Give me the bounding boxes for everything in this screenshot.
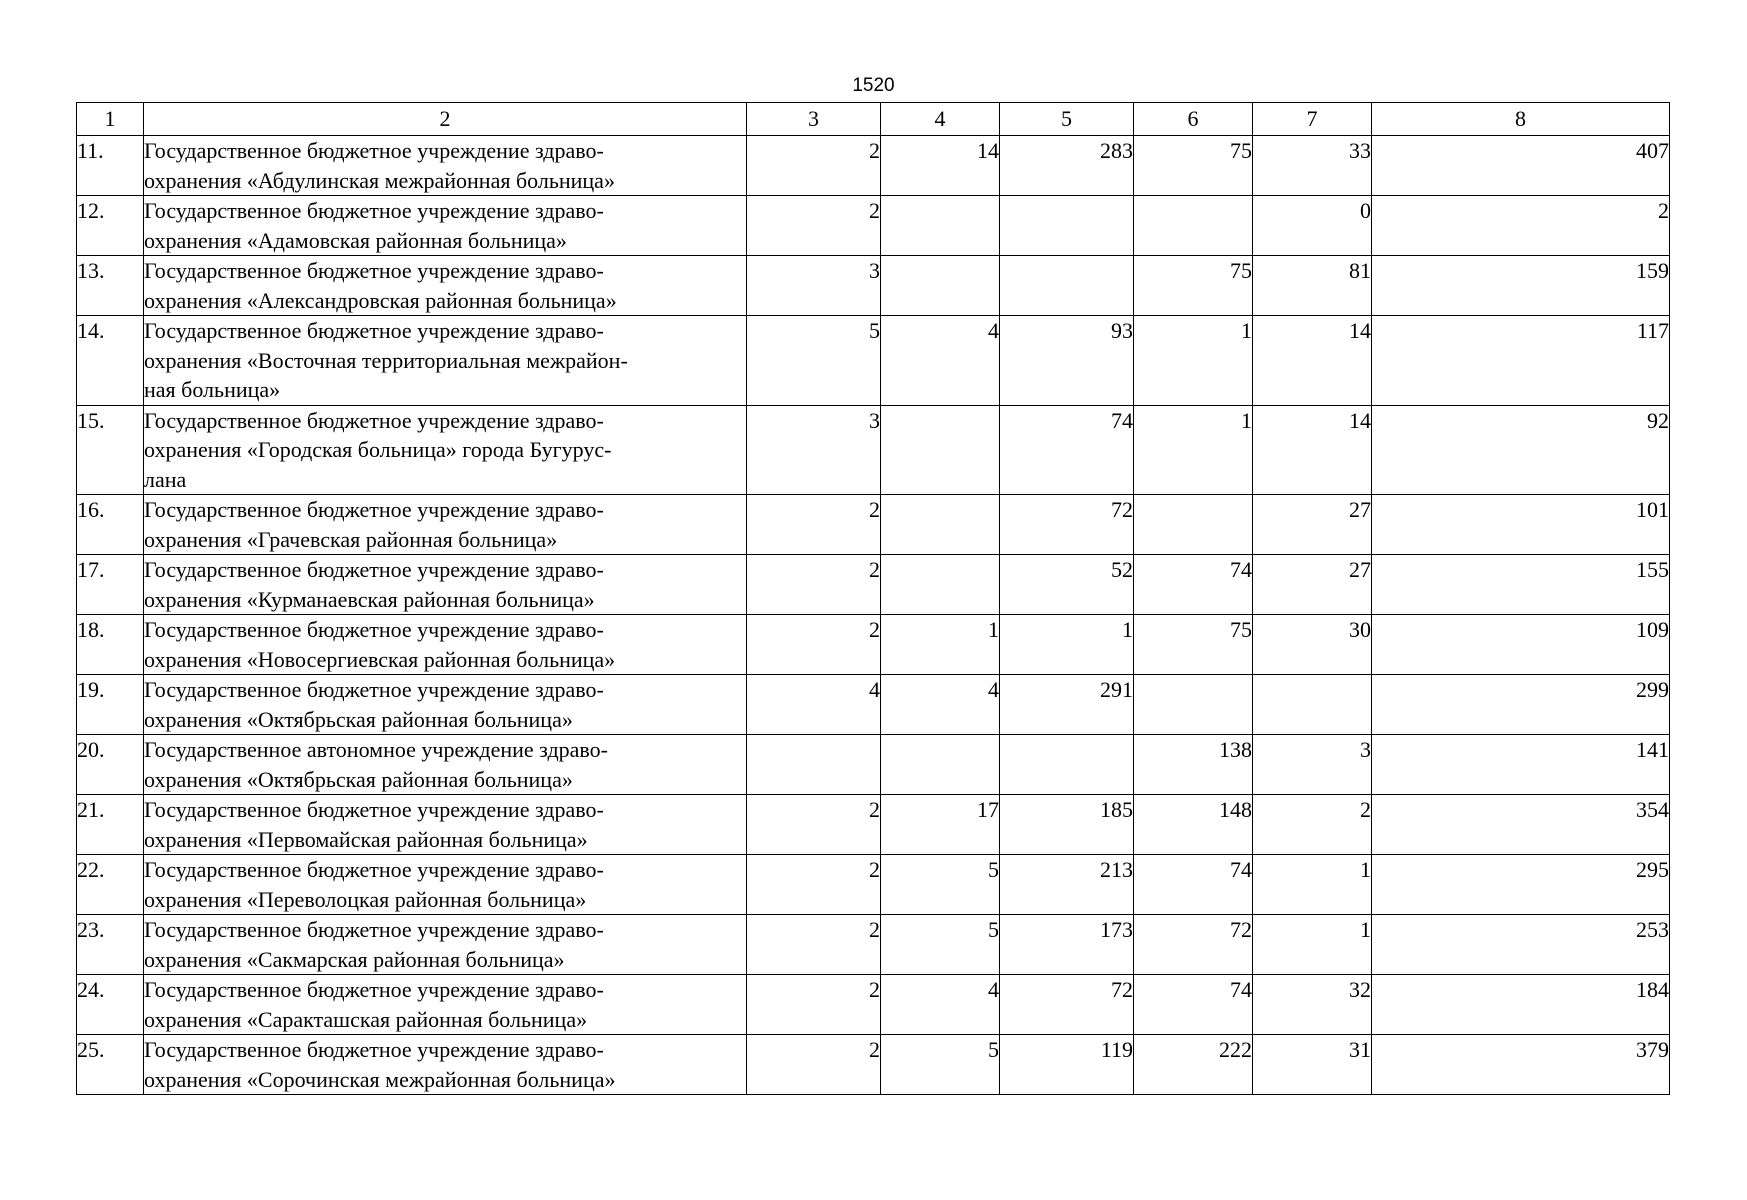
value-cell-col-8: 253 bbox=[1372, 915, 1670, 975]
value-cell-col-3 bbox=[747, 735, 881, 795]
value-cell-col-6: 74 bbox=[1134, 855, 1253, 915]
table-row bbox=[77, 855, 1670, 915]
institution-name-line: охранения «Александровская районная больница» bbox=[144, 287, 617, 313]
row-number-cell: 17. bbox=[77, 555, 144, 615]
institution-name-line: Государственное автономное учреждение здраво- bbox=[144, 737, 608, 762]
institution-name-line: охранения «Курманаевская районная больница» bbox=[144, 586, 595, 612]
value-cell-col-8: 354 bbox=[1372, 795, 1670, 855]
value-cell-col-4: 1 bbox=[881, 615, 1000, 675]
value-cell-col-6 bbox=[1134, 196, 1253, 256]
table-row bbox=[77, 915, 1670, 975]
value-cell-col-4: 14 bbox=[881, 136, 1000, 196]
table-row bbox=[77, 615, 1670, 675]
table-row bbox=[77, 136, 1670, 196]
institution-name-line: охранения «Адамовская районная больница» bbox=[144, 227, 567, 253]
value-cell-col-5: 1 bbox=[1000, 615, 1134, 675]
value-cell-col-3: 3 bbox=[747, 405, 881, 495]
row-number-cell: 16. bbox=[77, 495, 144, 555]
value-cell-col-3: 5 bbox=[747, 316, 881, 406]
value-cell-col-4 bbox=[881, 735, 1000, 795]
table-row bbox=[77, 495, 1670, 555]
institution-name-line: охранения «Абдулинская межрайонная больница» bbox=[144, 167, 615, 193]
row-number-cell: 12. bbox=[77, 196, 144, 256]
institution-name-cell bbox=[144, 1035, 747, 1095]
institution-name-cell bbox=[144, 405, 747, 495]
value-cell-col-3: 2 bbox=[747, 855, 881, 915]
value-cell-col-8: 2 bbox=[1372, 196, 1670, 256]
institution-name-line: Государственное бюджетное учреждение здраво- bbox=[144, 677, 604, 702]
table-row bbox=[77, 675, 1670, 735]
institution-name-cell bbox=[144, 256, 747, 316]
institution-name-line: охранения «Сакмарская районная больница» bbox=[144, 946, 565, 972]
value-cell-col-5: 52 bbox=[1000, 555, 1134, 615]
value-cell-col-3: 2 bbox=[747, 196, 881, 256]
institution-name-line: Государственное бюджетное учреждение здраво- bbox=[144, 407, 604, 433]
value-cell-col-3: 2 bbox=[747, 555, 881, 615]
value-cell-col-7 bbox=[1253, 675, 1372, 735]
value-cell-col-7: 14 bbox=[1253, 316, 1372, 406]
row-number-cell: 14. bbox=[77, 316, 144, 406]
value-cell-col-4 bbox=[881, 495, 1000, 555]
institution-name-cell bbox=[144, 555, 747, 615]
column-header: 7 bbox=[1253, 103, 1372, 136]
value-cell-col-5: 173 bbox=[1000, 915, 1134, 975]
column-header: 6 bbox=[1134, 103, 1253, 136]
value-cell-col-8: 155 bbox=[1372, 555, 1670, 615]
value-cell-col-6: 222 bbox=[1134, 1035, 1253, 1095]
institution-name-line: Государственное бюджетное учреждение здраво- bbox=[144, 857, 604, 882]
institution-name-line: охранения «Новосергиевская районная больница» bbox=[144, 646, 616, 672]
institution-name-line: охранения «Саракташская районная больница» bbox=[144, 1006, 588, 1032]
value-cell-col-5 bbox=[1000, 256, 1134, 316]
row-number-cell: 15. bbox=[77, 405, 144, 495]
value-cell-col-8: 379 bbox=[1372, 1035, 1670, 1095]
value-cell-col-5: 213 bbox=[1000, 855, 1134, 915]
institution-name-line: Государственное бюджетное учреждение здраво- bbox=[144, 198, 604, 223]
value-cell-col-4: 4 bbox=[881, 975, 1000, 1035]
value-cell-col-4: 4 bbox=[881, 316, 1000, 406]
value-cell-col-6: 75 bbox=[1134, 136, 1253, 196]
institution-name-cell bbox=[144, 136, 747, 196]
value-cell-col-3: 2 bbox=[747, 136, 881, 196]
value-cell-col-3: 2 bbox=[747, 615, 881, 675]
institution-name-cell bbox=[144, 615, 747, 675]
value-cell-col-4: 5 bbox=[881, 915, 1000, 975]
table-row bbox=[77, 795, 1670, 855]
table-row bbox=[77, 405, 1670, 495]
value-cell-col-7: 81 bbox=[1253, 256, 1372, 316]
value-cell-col-4: 5 bbox=[881, 1035, 1000, 1095]
value-cell-col-8: 141 bbox=[1372, 735, 1670, 795]
institution-name-line: Государственное бюджетное учреждение здраво- bbox=[144, 138, 604, 163]
column-header: 8 bbox=[1372, 103, 1670, 136]
table-row bbox=[77, 975, 1670, 1035]
value-cell-col-6: 1 bbox=[1134, 405, 1253, 495]
institution-name-line: Государственное бюджетное учреждение здраво- bbox=[144, 617, 604, 642]
value-cell-col-7: 14 bbox=[1253, 405, 1372, 495]
value-cell-col-5 bbox=[1000, 735, 1134, 795]
row-number-cell: 25. bbox=[77, 1035, 144, 1095]
value-cell-col-3: 2 bbox=[747, 975, 881, 1035]
value-cell-col-5: 119 bbox=[1000, 1035, 1134, 1095]
value-cell-col-4: 5 bbox=[881, 855, 1000, 915]
value-cell-col-8: 184 bbox=[1372, 975, 1670, 1035]
column-header: 1 bbox=[77, 103, 144, 136]
value-cell-col-6: 72 bbox=[1134, 915, 1253, 975]
page-number: 1520 bbox=[852, 75, 895, 96]
value-cell-col-8: 92 bbox=[1372, 405, 1670, 495]
institution-name-line: Государственное бюджетное учреждение здраво- bbox=[144, 557, 604, 582]
header-row bbox=[77, 103, 1670, 136]
institution-name-line: Государственное бюджетное учреждение здраво- bbox=[144, 318, 604, 343]
value-cell-col-7: 30 bbox=[1253, 615, 1372, 675]
institution-name-line: Государственное бюджетное учреждение здраво- bbox=[144, 258, 604, 283]
value-cell-col-6 bbox=[1134, 675, 1253, 735]
value-cell-col-8: 159 bbox=[1372, 256, 1670, 316]
value-cell-col-6: 74 bbox=[1134, 975, 1253, 1035]
institution-name-line: охранения «Октябрьская районная больница» bbox=[144, 706, 573, 732]
institution-name-line: ная больница» bbox=[144, 377, 281, 402]
value-cell-col-6: 75 bbox=[1134, 615, 1253, 675]
value-cell-col-3: 2 bbox=[747, 795, 881, 855]
column-header: 2 bbox=[144, 103, 747, 136]
value-cell-col-5: 74 bbox=[1000, 405, 1134, 495]
institution-name-cell bbox=[144, 915, 747, 975]
value-cell-col-5: 283 bbox=[1000, 136, 1134, 196]
value-cell-col-4 bbox=[881, 405, 1000, 495]
column-header: 4 bbox=[881, 103, 1000, 136]
value-cell-col-6 bbox=[1134, 495, 1253, 555]
table-row bbox=[77, 316, 1670, 406]
data-table bbox=[76, 102, 1670, 1095]
institution-name-cell bbox=[144, 855, 747, 915]
value-cell-col-7: 2 bbox=[1253, 795, 1372, 855]
value-cell-col-7: 27 bbox=[1253, 555, 1372, 615]
value-cell-col-6: 75 bbox=[1134, 256, 1253, 316]
institution-name-line: Государственное бюджетное учреждение здраво- bbox=[144, 797, 604, 822]
value-cell-col-6: 1 bbox=[1134, 316, 1253, 406]
value-cell-col-8: 299 bbox=[1372, 675, 1670, 735]
value-cell-col-4 bbox=[881, 196, 1000, 256]
table-row bbox=[77, 735, 1670, 795]
institution-name-line: охранения «Первомайская районная больница» bbox=[144, 826, 588, 852]
institution-name-cell bbox=[144, 795, 747, 855]
row-number-cell: 22. bbox=[77, 855, 144, 915]
value-cell-col-5 bbox=[1000, 196, 1134, 256]
institution-name-cell bbox=[144, 975, 747, 1035]
value-cell-col-4 bbox=[881, 256, 1000, 316]
institution-name-cell bbox=[144, 196, 747, 256]
row-number-cell: 18. bbox=[77, 615, 144, 675]
value-cell-col-6: 74 bbox=[1134, 555, 1253, 615]
value-cell-col-4 bbox=[881, 555, 1000, 615]
value-cell-col-3: 4 bbox=[747, 675, 881, 735]
institution-name-cell bbox=[144, 316, 747, 406]
value-cell-col-6: 138 bbox=[1134, 735, 1253, 795]
value-cell-col-7: 31 bbox=[1253, 1035, 1372, 1095]
table-row bbox=[77, 256, 1670, 316]
institution-name-cell bbox=[144, 495, 747, 555]
institution-name-cell bbox=[144, 675, 747, 735]
value-cell-col-4: 17 bbox=[881, 795, 1000, 855]
value-cell-col-7: 0 bbox=[1253, 196, 1372, 256]
institution-name-line: охранения «Сорочинская межрайонная больница» bbox=[144, 1066, 616, 1092]
value-cell-col-8: 407 bbox=[1372, 136, 1670, 196]
value-cell-col-7: 27 bbox=[1253, 495, 1372, 555]
column-header: 5 bbox=[1000, 103, 1134, 136]
institution-name-line: охранения «Переволоцкая районная больница» bbox=[144, 886, 587, 912]
row-number-cell: 21. bbox=[77, 795, 144, 855]
row-number-cell: 19. bbox=[77, 675, 144, 735]
value-cell-col-7: 1 bbox=[1253, 915, 1372, 975]
value-cell-col-6: 148 bbox=[1134, 795, 1253, 855]
value-cell-col-8: 295 bbox=[1372, 855, 1670, 915]
value-cell-col-7: 33 bbox=[1253, 136, 1372, 196]
row-number-cell: 13. bbox=[77, 256, 144, 316]
value-cell-col-8: 101 bbox=[1372, 495, 1670, 555]
table-row bbox=[77, 555, 1670, 615]
value-cell-col-5: 72 bbox=[1000, 975, 1134, 1035]
value-cell-col-3: 2 bbox=[747, 1035, 881, 1095]
value-cell-col-4: 4 bbox=[881, 675, 1000, 735]
institution-name-line: лана bbox=[144, 466, 187, 492]
value-cell-col-8: 109 bbox=[1372, 615, 1670, 675]
row-number-cell: 24. bbox=[77, 975, 144, 1035]
value-cell-col-5: 291 bbox=[1000, 675, 1134, 735]
value-cell-col-3: 2 bbox=[747, 495, 881, 555]
row-number-cell: 11. bbox=[77, 136, 144, 196]
value-cell-col-3: 3 bbox=[747, 256, 881, 316]
institution-name-line: охранения «Грачевская районная больница» bbox=[144, 526, 558, 552]
value-cell-col-8: 117 bbox=[1372, 316, 1670, 406]
institution-name-line: охранения «Городская больница» города Бугурус- bbox=[144, 437, 612, 462]
value-cell-col-5: 185 bbox=[1000, 795, 1134, 855]
value-cell-col-7: 32 bbox=[1253, 975, 1372, 1035]
institution-name-line: Государственное бюджетное учреждение здраво- bbox=[144, 1037, 604, 1062]
institution-name-line: охранения «Восточная территориальная межрайон- bbox=[144, 347, 628, 373]
institution-name-line: Государственное бюджетное учреждение здраво- bbox=[144, 977, 604, 1002]
table-row bbox=[77, 1035, 1670, 1095]
table-row bbox=[77, 196, 1670, 256]
row-number-cell: 23. bbox=[77, 915, 144, 975]
row-number-cell: 20. bbox=[77, 735, 144, 795]
institution-name-line: Государственное бюджетное учреждение здраво- bbox=[144, 917, 604, 942]
value-cell-col-5: 93 bbox=[1000, 316, 1134, 406]
value-cell-col-7: 1 bbox=[1253, 855, 1372, 915]
institution-name-line: охранения «Октябрьская районная больница» bbox=[144, 766, 573, 792]
column-header: 3 bbox=[747, 103, 881, 136]
institution-name-cell bbox=[144, 735, 747, 795]
value-cell-col-3: 2 bbox=[747, 915, 881, 975]
institution-name-line: Государственное бюджетное учреждение здраво- bbox=[144, 497, 604, 522]
value-cell-col-5: 72 bbox=[1000, 495, 1134, 555]
value-cell-col-7: 3 bbox=[1253, 735, 1372, 795]
